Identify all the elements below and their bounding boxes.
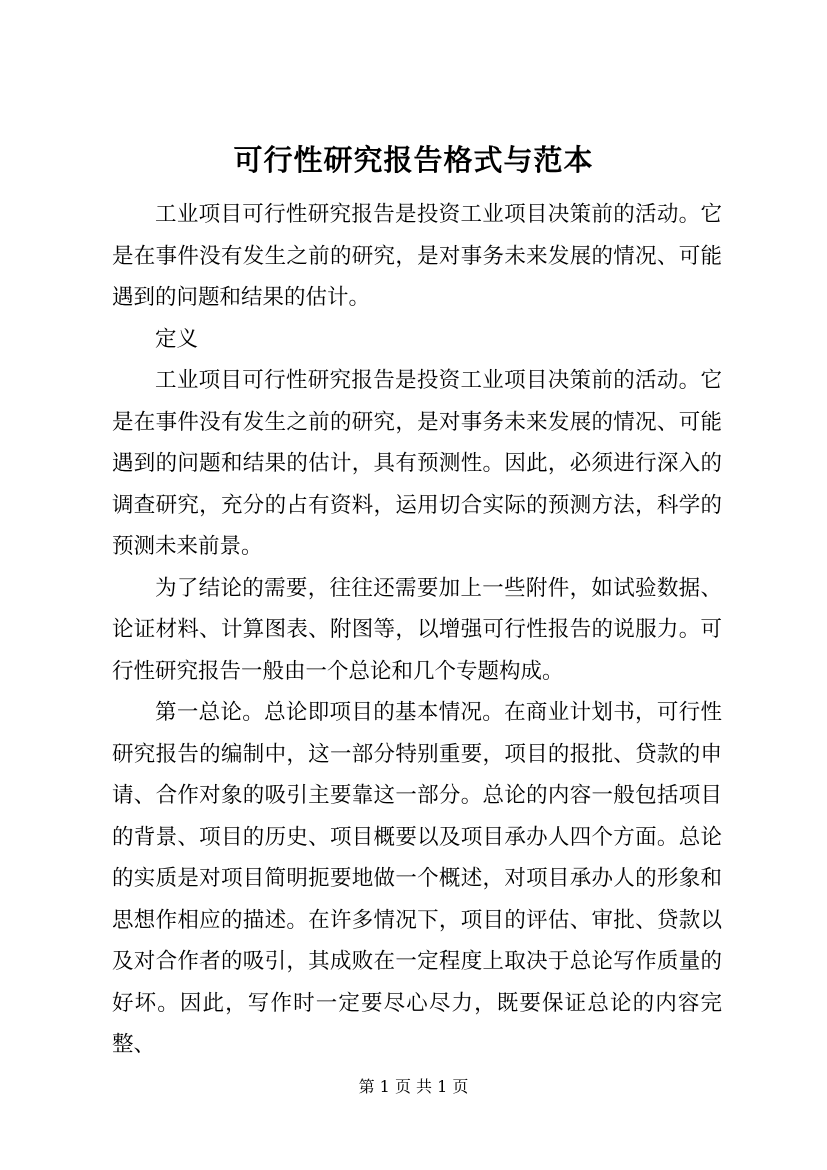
paragraph-intro: 工业项目可行性研究报告是投资工业项目决策前的活动。它是在事件没有发生之前的研究，是对事务未来发展的情况、可能遇到的问题和结果的估计。 xyxy=(112,202,722,310)
paragraph-attachments: 为了结论的需要，往往还需要加上一些附件，如试验数据、论证材料、计算图表、附图等，以增强可行性报告的说服力。可行性研究报告一般由一个总论和几个专题构成。 xyxy=(112,575,722,684)
paragraph-general-overview: 第一总论。总论即项目的基本情况。在商业计划书，可行性研究报告的编制中，这一部分特别重要，项目的报批、贷款的申请、合作对象的吸引主要靠这一部分。总论的内容一般包括项目的背景、项目的历史、项目概要以及项目承办人四个方面。总论的实质是对项目简明扼要地做一个概述，对项目承办人的形象和思想作相应的描述。在许多情况下，项目的评估、审批、贷款以及对合作者的吸引，其成败在一定程度上取决于总论写作质量的好坏。因此，写作时一定要尽心尽力，既要保证总论的内容完整、 xyxy=(112,700,722,1057)
paragraph-heading-definition: 定义 xyxy=(155,326,199,352)
paragraph-definition: 工业项目可行性研究报告是投资工业项目决策前的活动。它是在事件没有发生之前的研究，是对事务未来发展的情况、可能遇到的问题和结果的估计，具有预测性。因此，必须进行深入的调查研究，充分的占有资料，运用切合实际的预测方法，科学的预测未来前景。 xyxy=(112,368,722,559)
document-title: 可行性研究报告格式与范本 xyxy=(233,143,594,177)
document-body xyxy=(112,194,722,1066)
page-number-footer: 第 1 页 共 1 页 xyxy=(358,1077,469,1096)
